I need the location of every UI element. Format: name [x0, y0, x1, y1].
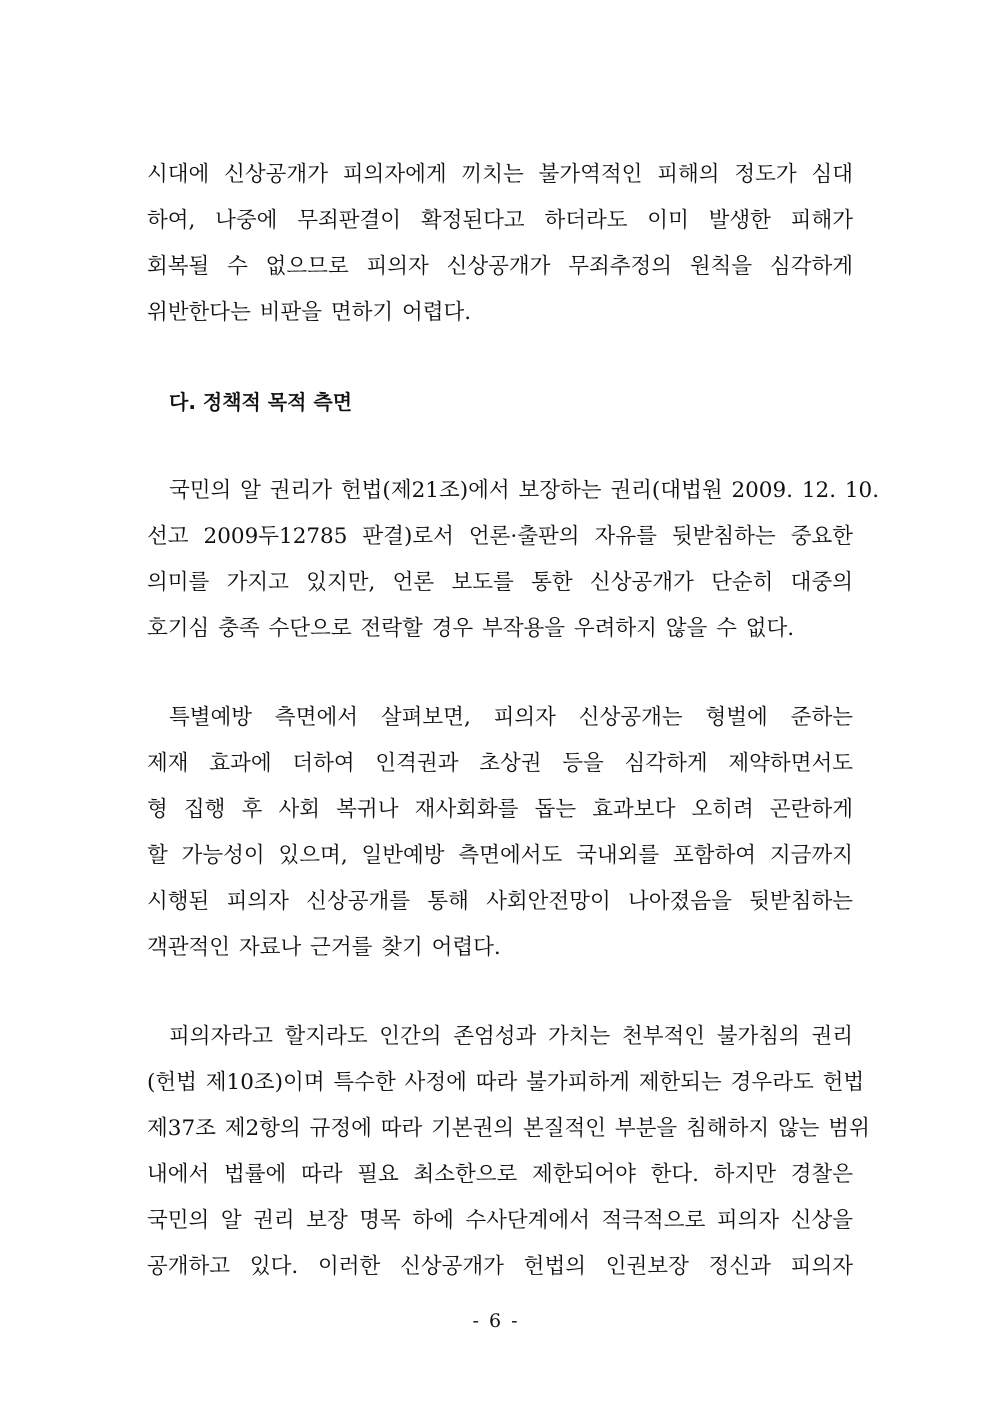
paragraph-line: 시대에 신상공개가 피의자에게 끼치는 불가역적인 피해의 정도가 심대: [147, 162, 853, 187]
paragraph-line: 할 가능성이 있으며, 일반예방 측면에서도 국내외를 포함하여 지금까지: [147, 843, 853, 868]
paragraph-4: [147, 1014, 870, 1290]
paragraph-line: 회복될 수 없으므로 피의자 신상공개가 무죄추정의 원칙을 심각하게: [147, 254, 853, 279]
paragraph-3: [147, 695, 853, 971]
paragraph-line: 특별예방 측면에서 살펴보면, 피의자 신상공개는 형벌에 준하는: [169, 705, 853, 730]
paragraph-line: 객관적인 자료나 근거를 찾기 어렵다.: [147, 935, 501, 960]
paragraph-2: [147, 468, 880, 652]
paragraph-line: 공개하고 있다. 이러한 신상공개가 헌법의 인권보장 정신과 피의자: [147, 1254, 853, 1279]
spacer: [147, 971, 853, 1014]
paragraph-line: 제37조 제2항의 규정에 따라 기본권의 본질적인 부분을 침해하지 않는 범위: [147, 1116, 870, 1141]
paragraph-line: 내에서 법률에 따라 필요 최소한으로 제한되어야 한다. 하지만 경찰은: [147, 1162, 853, 1187]
spacer: [147, 652, 853, 695]
paragraph-1: [147, 152, 853, 336]
paragraph-line: 의미를 가지고 있지만, 언론 보도를 통한 신상공개가 단순히 대중의: [147, 570, 853, 595]
paragraph-line: 선고 2009두12785 판결)로서 언론·출판의 자유를 뒷받침하는 중요한: [147, 524, 853, 549]
paragraph-line: 하여, 나중에 무죄판결이 확정된다고 하더라도 이미 발생한 피해가: [147, 208, 853, 233]
paragraph-line: 제재 효과에 더하여 인격권과 초상권 등을 심각하게 제약하면서도: [147, 751, 853, 776]
paragraph-line: 위반한다는 비판을 면하기 어렵다.: [147, 300, 472, 325]
paragraph-line: 시행된 피의자 신상공개를 통해 사회안전망이 나아졌음을 뒷받침하는: [147, 889, 853, 914]
spacer: [147, 336, 853, 379]
paragraph-line: 국민의 알 권리가 헌법(제21조)에서 보장하는 권리(대법원 2009. 12. 10.: [169, 478, 880, 503]
paragraph-line: 국민의 알 권리 보장 명목 하에 수사단계에서 적극적으로 피의자 신상을: [147, 1208, 853, 1233]
document-body: [147, 152, 880, 1290]
paragraph-line: (헌법 제10조)이며 특수한 사정에 따라 불가피하게 제한되는 경우라도 헌법: [147, 1070, 865, 1095]
paragraph-line: 형 집행 후 사회 복귀나 재사회화를 돕는 효과보다 오히려 곤란하게: [147, 797, 853, 822]
paragraph-line: 피의자라고 할지라도 인간의 존엄성과 가치는 천부적인 불가침의 권리: [169, 1024, 853, 1049]
page-number: - 6 -: [472, 1310, 520, 1332]
paragraph-line: 호기심 충족 수단으로 전락할 경우 부작용을 우려하지 않을 수 없다.: [147, 616, 795, 641]
spacer: [147, 425, 853, 468]
section-heading: 다. 정책적 목적 측면: [169, 390, 353, 414]
